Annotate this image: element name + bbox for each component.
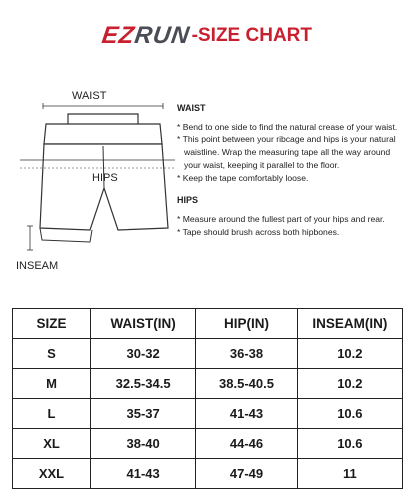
table-cell: S xyxy=(13,339,91,369)
table-row xyxy=(13,339,403,369)
hips-heading: HIPS xyxy=(177,195,199,206)
table-header-row xyxy=(13,309,403,339)
table-cell: 41-43 xyxy=(196,399,297,429)
waist-instruction: * Bend to one side to find the natural crease of your waist. xyxy=(177,121,398,132)
column-header: SIZE xyxy=(13,309,91,339)
waist-heading: WAIST xyxy=(177,103,206,113)
shorts-diagram xyxy=(10,90,175,285)
table-row xyxy=(13,459,403,489)
table-row xyxy=(13,429,403,459)
column-header: HIP(IN) xyxy=(196,309,297,339)
waist-instruction: waistline. Wrap the measuring tape all the way around xyxy=(184,147,391,158)
waist-instruction: your waist, keeping it parallel to the floor. xyxy=(184,159,340,170)
table-cell: 47-49 xyxy=(196,459,297,489)
table-cell: 36-38 xyxy=(196,339,297,369)
table-cell: 30-32 xyxy=(91,339,196,369)
table-cell: 32.5-34.5 xyxy=(91,369,196,399)
size-chart-table xyxy=(12,308,403,489)
size-chart-header xyxy=(0,22,414,50)
size-chart-title: -SIZE CHART xyxy=(191,25,312,46)
table-cell: 44-46 xyxy=(196,429,297,459)
waist-instruction: * This point between your ribcage and hips is your natural xyxy=(177,134,396,145)
table-cell: 10.6 xyxy=(297,429,402,459)
measuring-instructions xyxy=(177,102,407,238)
table-cell: 10.2 xyxy=(297,369,402,399)
table-row xyxy=(13,369,403,399)
table-cell: 41-43 xyxy=(91,459,196,489)
table-cell: 38-40 xyxy=(91,429,196,459)
table-cell: 11 xyxy=(297,459,402,489)
table-cell: 38.5-40.5 xyxy=(196,369,297,399)
table-cell: XL xyxy=(13,429,91,459)
waist-label: WAIST xyxy=(72,90,107,102)
brand-logo: EZRUN xyxy=(100,22,192,49)
waist-instruction: * Keep the tape comfortably loose. xyxy=(177,172,309,183)
table-cell: 35-37 xyxy=(91,399,196,429)
table-cell: M xyxy=(13,369,91,399)
hips-instruction: * Measure around the fullest part of your hips and rear. xyxy=(177,213,385,224)
hips-label: HIPS xyxy=(92,172,118,184)
table-cell: 10.6 xyxy=(297,399,402,429)
table-cell: XXL xyxy=(13,459,91,489)
table-row xyxy=(13,399,403,429)
column-header: INSEAM(IN) xyxy=(297,309,402,339)
hips-instruction: * Tape should brush across both hipbones. xyxy=(177,226,340,237)
table-cell: L xyxy=(13,399,91,429)
shorts-illustration xyxy=(10,90,175,285)
table-cell: 10.2 xyxy=(297,339,402,369)
column-header: WAIST(IN) xyxy=(91,309,196,339)
inseam-label: INSEAM xyxy=(16,260,59,272)
